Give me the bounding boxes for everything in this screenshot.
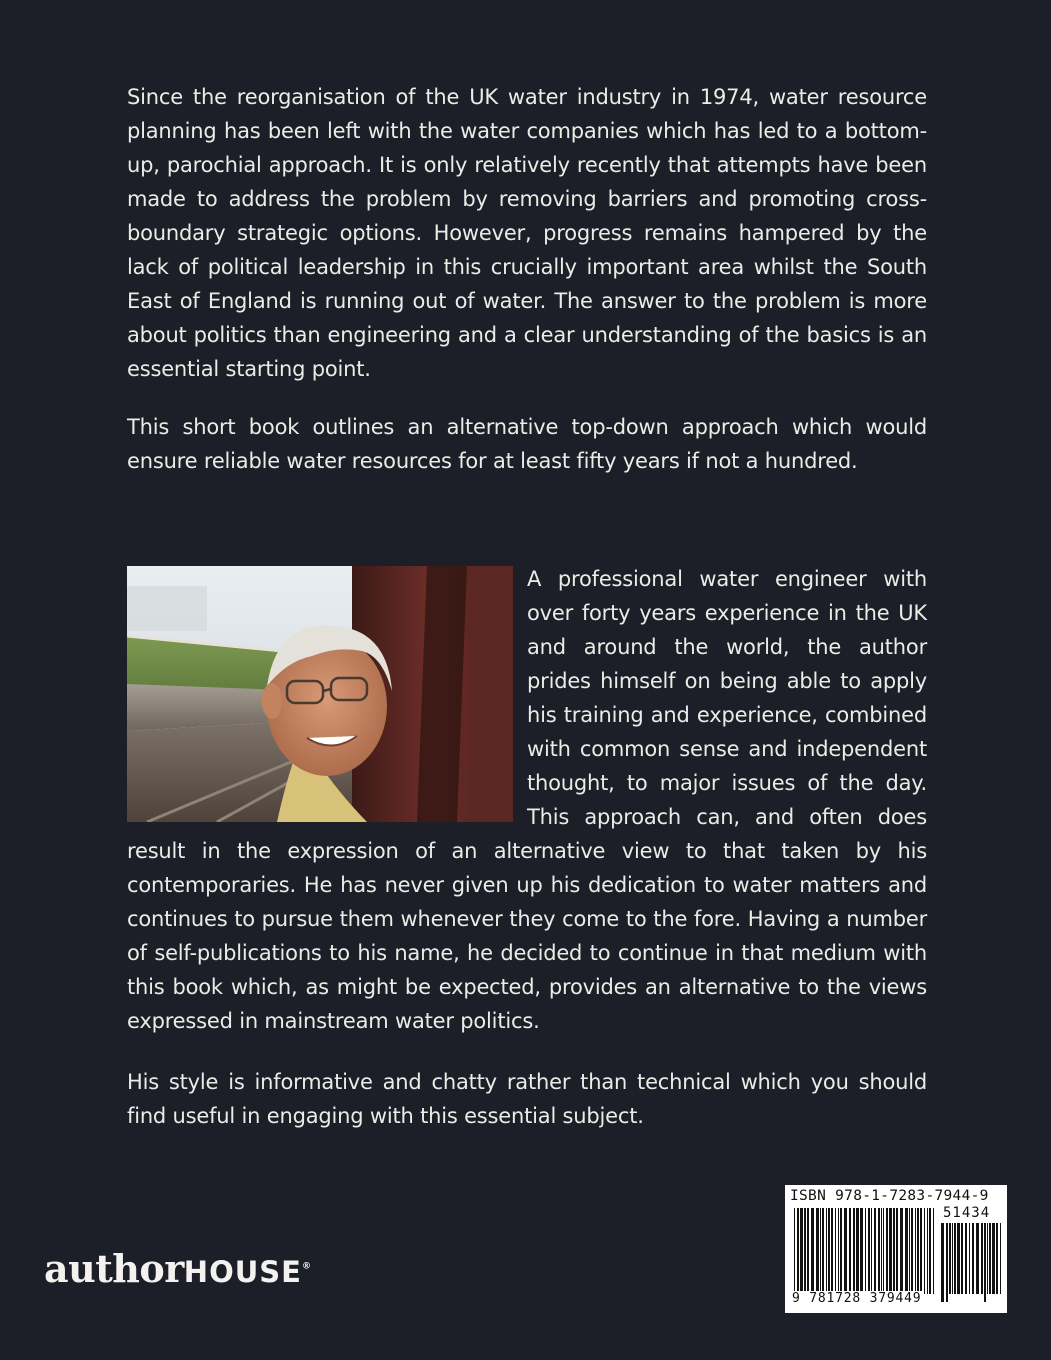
barcode-bar xyxy=(927,1208,928,1294)
barcode-bar xyxy=(896,1208,898,1302)
barcode-bar xyxy=(797,1208,799,1302)
barcode-bar xyxy=(804,1208,806,1294)
barcode-bar xyxy=(987,1223,988,1294)
barcode-bar xyxy=(874,1208,876,1294)
barcode-bar xyxy=(878,1208,880,1294)
barcode-bar xyxy=(889,1208,892,1294)
isbn-label: ISBN 978-1-7283-7944-9 xyxy=(790,1188,989,1204)
author-bio-paragraph-1: A professional water engineer with over forty years experience in the UK and around the world, the author prides himself on being able to apply his training and experience, combined with common sense and independent thought, to major issues of the day. This approach can, and often does result in the expression of an alternative view to that taken by his contemporaries. He has never given up his dedication to water matters and continues to pursue them whenever they come to the fore. Having a number of self-publications to his name, he decided to continue in that medium with this book which, as might be expected, provides an alternative to the views expressed in mainstream water politics. xyxy=(127,567,927,1033)
barcode-bar xyxy=(965,1223,967,1294)
barcode-bar xyxy=(826,1208,827,1294)
barcode-bar xyxy=(946,1223,948,1302)
author-photo xyxy=(127,566,513,822)
barcode-bar xyxy=(881,1208,882,1294)
barcode-bar xyxy=(1000,1223,1001,1294)
barcode-bar xyxy=(949,1223,951,1294)
barcode-bar xyxy=(865,1208,866,1294)
barcode-bar xyxy=(915,1208,916,1294)
barcode-bar xyxy=(992,1223,995,1294)
blurb-paragraph-2: This short book outlines an alternative top-down approach which would ensure reliable water resources for at least fifty years if not a hundred. xyxy=(127,415,927,473)
barcode-bar xyxy=(838,1208,839,1294)
ean-number: 9 781728 379449 xyxy=(792,1291,922,1306)
barcode-bar xyxy=(972,1223,974,1294)
author-bio xyxy=(127,562,927,1038)
publisher-name-part-2: HOUSE xyxy=(183,1255,302,1289)
barcode-bar xyxy=(920,1208,922,1294)
barcode-bar xyxy=(835,1208,836,1294)
barcode-bar xyxy=(822,1208,824,1294)
barcode-addon-number: 51434 xyxy=(943,1205,991,1221)
barcode-bar xyxy=(893,1208,895,1294)
barcode-bar xyxy=(911,1208,913,1294)
barcode-bar xyxy=(868,1208,870,1294)
barcode-bar xyxy=(952,1223,953,1294)
barcode-bar xyxy=(924,1208,925,1294)
barcode-bar xyxy=(800,1208,803,1294)
barcode-bar xyxy=(816,1208,819,1294)
blurb-paragraph-1: Since the reorganisation of the UK water industry in 1974, water resource planning has been left with the water companies which has led to a bottom-up, parochial approach. It is only relatively recently that attempts have been made to address the problem by removing barriers and promoting cross-boundary strategic options. However, progress remains hampered by the lack of political leadership in this crucially important area whilst the South East of England is running out of water. The answer to the problem is more about politics than engineering and a clear understanding of the basics is an essential starting point. xyxy=(127,85,927,381)
barcode-bar xyxy=(933,1208,934,1294)
barcode-bar xyxy=(820,1208,821,1294)
barcode-bar xyxy=(976,1223,979,1294)
barcode-bar xyxy=(871,1208,872,1294)
barcode-bar xyxy=(794,1208,795,1302)
ean-barcode-bars xyxy=(794,1208,934,1302)
barcode-bar xyxy=(883,1208,884,1294)
barcode-bar xyxy=(856,1208,859,1294)
barcode-bar xyxy=(981,1223,983,1294)
barcode-bar xyxy=(828,1208,830,1294)
isbn-barcode xyxy=(785,1185,1007,1313)
barcode-bar xyxy=(886,1208,888,1294)
barcode-bar xyxy=(831,1208,833,1294)
barcode-bar xyxy=(860,1208,863,1294)
barcode-bar xyxy=(954,1223,956,1294)
barcode-bar xyxy=(996,1223,998,1294)
barcode-bar xyxy=(929,1208,931,1294)
barcode-bar xyxy=(849,1208,851,1294)
barcode-bar xyxy=(853,1208,855,1294)
barcode-bar xyxy=(900,1208,903,1294)
barcode-bar xyxy=(969,1223,970,1294)
barcode-bar xyxy=(957,1223,960,1294)
barcode-bar xyxy=(909,1208,910,1294)
addon-barcode-bars xyxy=(941,1223,1001,1302)
barcode-bar xyxy=(961,1223,963,1294)
barcode-bar xyxy=(844,1208,847,1294)
author-bio-paragraph-2: His style is informative and chatty rather than technical which you should find useful in engaging with this essential subject. xyxy=(127,1070,927,1128)
barcode-bar xyxy=(807,1208,809,1294)
barcode-bar xyxy=(840,1208,842,1294)
publisher-registered-mark: ® xyxy=(301,1261,311,1272)
barcode-bar xyxy=(984,1223,986,1302)
barcode-bar xyxy=(989,1223,991,1294)
barcode-bar xyxy=(941,1223,944,1302)
publisher-name-part-1: author xyxy=(44,1246,184,1291)
barcode-bar xyxy=(905,1208,908,1294)
barcode-bar xyxy=(811,1208,814,1294)
barcode-bar xyxy=(917,1208,919,1294)
publisher-logo xyxy=(44,1246,310,1291)
